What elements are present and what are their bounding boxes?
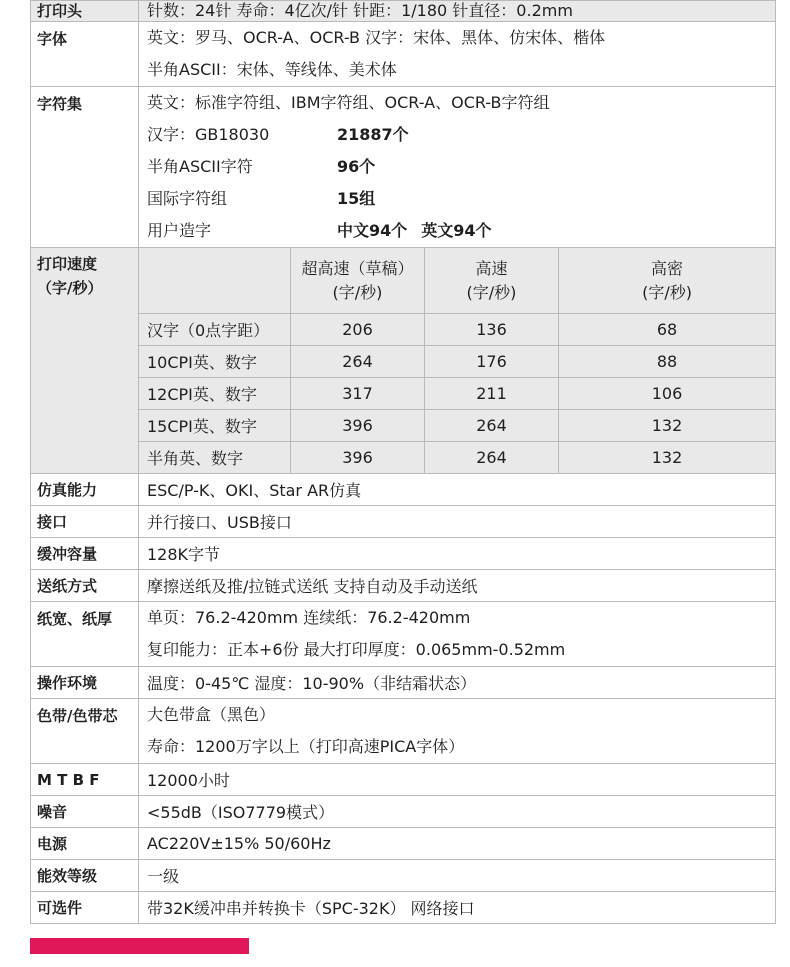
value-buffer: 128K字节 bbox=[139, 538, 776, 570]
value-ribbon bbox=[139, 699, 776, 764]
speed-value-high: 264 bbox=[425, 442, 559, 474]
label-ribbon: 色带/色带芯 bbox=[31, 699, 139, 764]
speed-row-name: 15CPI英、数字 bbox=[139, 410, 291, 442]
paper-line-1: 单页：76.2-420mm 连续纸：76.2-420mm bbox=[147, 608, 471, 627]
row-paper bbox=[31, 602, 776, 667]
row-buffer bbox=[31, 538, 776, 570]
label-paper: 纸宽、纸厚 bbox=[31, 602, 139, 667]
spec-table bbox=[30, 0, 776, 924]
label-interface: 接口 bbox=[31, 506, 139, 538]
speed-header-blank bbox=[139, 248, 291, 314]
value-noise: <55dB（ISO7779模式） bbox=[139, 796, 776, 828]
label-mtbf: M T B F bbox=[31, 764, 139, 796]
ribbon-line-1: 大色带盒（黑色） bbox=[147, 705, 276, 724]
value-emulation: ESC/P-K、OKI、Star AR仿真 bbox=[139, 474, 776, 506]
label-noise: 噪音 bbox=[31, 796, 139, 828]
value-options: 带32K缓冲串并转换卡（SPC-32K） 网络接口 bbox=[139, 892, 776, 924]
row-emulation bbox=[31, 474, 776, 506]
label-energy: 能效等级 bbox=[31, 860, 139, 892]
charset-line-english: 英文：标准字符组、IBM字符组、OCR-A、OCR-B字符组 bbox=[147, 93, 550, 112]
value-power: AC220V±15% 50/60Hz bbox=[139, 828, 776, 860]
value-mtbf: 12000小时 bbox=[139, 764, 776, 796]
speed-row bbox=[31, 378, 776, 410]
charset-name: 用户造字 bbox=[147, 221, 212, 240]
value-print-head: 针数：24针 寿命：4亿次/针 针距：1/180 针直径：0.2mm bbox=[139, 1, 776, 22]
charset-name: 半角ASCII字符 bbox=[147, 157, 253, 176]
speed-header-draft-title: 超高速（草稿） bbox=[301, 258, 414, 278]
label-print-head: 打印头 bbox=[31, 1, 139, 22]
charset-value: 中文94个 bbox=[337, 221, 408, 240]
paper-line-2: 复印能力：正本+6份 最大打印厚度：0.065mm-0.52mm bbox=[147, 640, 566, 659]
row-feed bbox=[31, 570, 776, 602]
speed-value-high: 176 bbox=[425, 346, 559, 378]
label-charset: 字符集 bbox=[31, 87, 139, 248]
label-feed: 送纸方式 bbox=[31, 570, 139, 602]
charset-line-ascii bbox=[147, 151, 767, 183]
charset-line-hanzi bbox=[147, 119, 767, 151]
charset-value: 21887个 bbox=[337, 125, 409, 144]
row-options bbox=[31, 892, 776, 924]
speed-header-dense-title: 高密 bbox=[651, 258, 684, 278]
speed-value-high: 211 bbox=[425, 378, 559, 410]
speed-value-draft: 317 bbox=[291, 378, 425, 410]
speed-header-dense bbox=[559, 248, 776, 314]
row-interface bbox=[31, 506, 776, 538]
speed-row-name: 半角英、数字 bbox=[139, 442, 291, 474]
speed-header-draft-unit: (字/秒) bbox=[332, 282, 383, 302]
row-power bbox=[31, 828, 776, 860]
font-line-1: 英文：罗马、OCR-A、OCR-B 汉字：宋体、黑体、仿宋体、楷体 bbox=[147, 28, 606, 47]
value-environment: 温度：0-45℃ 湿度：10-90%（非结霜状态） bbox=[139, 667, 776, 699]
charset-line-user bbox=[147, 215, 767, 247]
speed-value-dense: 88 bbox=[559, 346, 776, 378]
ribbon-line-2: 寿命：1200万字以上（打印高速PICA字体） bbox=[147, 737, 465, 756]
value-charset bbox=[139, 87, 776, 248]
row-noise bbox=[31, 796, 776, 828]
font-line-2: 半角ASCII：宋体、等线体、美术体 bbox=[147, 60, 397, 79]
charset-value-2: 英文94个 bbox=[421, 221, 492, 240]
value-energy: 一级 bbox=[139, 860, 776, 892]
row-print-head bbox=[31, 1, 776, 22]
value-paper bbox=[139, 602, 776, 667]
charset-value: 96个 bbox=[337, 157, 376, 176]
charset-value: 15组 bbox=[337, 189, 376, 208]
speed-row-name: 10CPI英、数字 bbox=[139, 346, 291, 378]
label-environment: 操作环境 bbox=[31, 667, 139, 699]
speed-value-dense: 132 bbox=[559, 442, 776, 474]
speed-value-dense: 106 bbox=[559, 378, 776, 410]
speed-row bbox=[31, 410, 776, 442]
speed-row bbox=[31, 314, 776, 346]
speed-value-dense: 68 bbox=[559, 314, 776, 346]
label-emulation: 仿真能力 bbox=[31, 474, 139, 506]
label-options: 可选件 bbox=[31, 892, 139, 924]
speed-header-high-title: 高速 bbox=[475, 258, 508, 278]
speed-value-draft: 206 bbox=[291, 314, 425, 346]
speed-header-dense-unit: (字/秒) bbox=[642, 282, 692, 302]
label-font: 字体 bbox=[31, 22, 139, 87]
speed-header-draft bbox=[291, 248, 425, 314]
speed-header-high-unit: (字/秒) bbox=[466, 282, 517, 302]
charset-line-intl bbox=[147, 183, 767, 215]
row-speed-header bbox=[31, 248, 776, 314]
speed-row-name: 汉字（0点字距） bbox=[139, 314, 291, 346]
speed-value-draft: 264 bbox=[291, 346, 425, 378]
speed-value-draft: 396 bbox=[291, 442, 425, 474]
value-feed: 摩擦送纸及推/拉链式送纸 支持自动及手动送纸 bbox=[139, 570, 776, 602]
speed-value-dense: 132 bbox=[559, 410, 776, 442]
speed-row bbox=[31, 346, 776, 378]
label-speed-line-2: （字/秒） bbox=[37, 279, 103, 297]
row-charset bbox=[31, 87, 776, 248]
row-environment bbox=[31, 667, 776, 699]
charset-name: 汉字：GB18030 bbox=[147, 125, 270, 144]
label-power: 电源 bbox=[31, 828, 139, 860]
label-buffer: 缓冲容量 bbox=[31, 538, 139, 570]
speed-row bbox=[31, 442, 776, 474]
charset-name: 国际字符组 bbox=[147, 189, 228, 208]
speed-row-name: 12CPI英、数字 bbox=[139, 378, 291, 410]
speed-value-high: 136 bbox=[425, 314, 559, 346]
row-energy bbox=[31, 860, 776, 892]
speed-value-draft: 396 bbox=[291, 410, 425, 442]
label-speed-line-1: 打印速度 bbox=[37, 255, 98, 273]
speed-value-high: 264 bbox=[425, 410, 559, 442]
row-ribbon bbox=[31, 699, 776, 764]
value-font bbox=[139, 22, 776, 87]
row-font bbox=[31, 22, 776, 87]
row-mtbf bbox=[31, 764, 776, 796]
label-speed bbox=[31, 248, 139, 474]
value-interface: 并行接口、USB接口 bbox=[139, 506, 776, 538]
accent-bar bbox=[30, 938, 249, 954]
speed-header-high bbox=[425, 248, 559, 314]
